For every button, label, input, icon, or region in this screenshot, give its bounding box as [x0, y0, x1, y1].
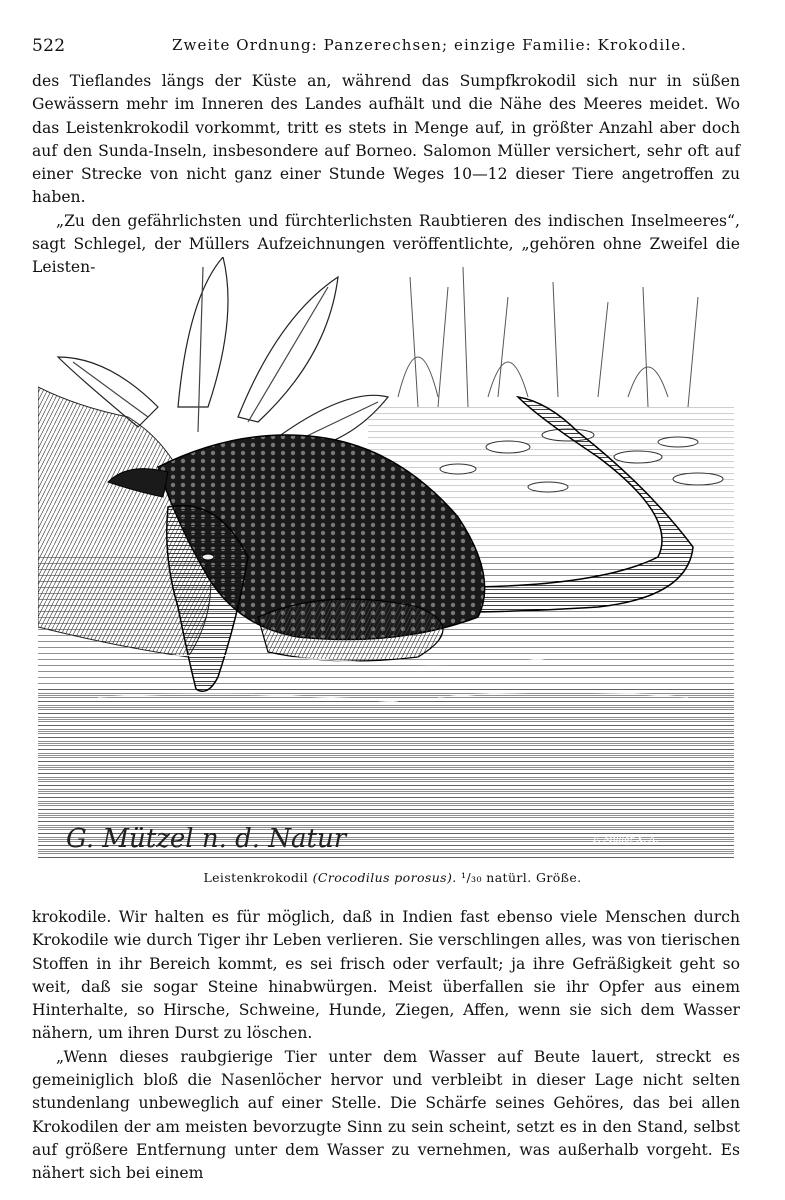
body-text-bottom	[32, 906, 740, 1186]
reeds	[398, 267, 698, 407]
second-crocodile	[258, 599, 443, 661]
engraving	[38, 257, 734, 860]
engraver-signature: F. Muller X. A.	[593, 835, 659, 845]
caption-latin: (Crocodilus porosus).	[312, 870, 457, 885]
figure-caption	[0, 870, 785, 885]
page-header	[32, 36, 747, 58]
caption-scale: ¹/₃₀ natürl. Größe.	[461, 870, 582, 885]
paragraph: „Zu den gefährlichsten und fürchterlichsten Raubtieren des indischen Inselmeeres“, sagt Schlegel, der Müllers Aufzeichnungen veröffentlichte, „gehören ohne Zweifel die Leisten-	[32, 211, 740, 277]
paragraph: krokodile. Wir halten es für möglich, daß in Indien fast ebenso viele Menschen durch Krokodile wie durch Tiger ihr Leben verlieren. Sie verschlingen alles, was von tierischen Stoffen in ihr Bereich kommt, es sei frisch oder verfault; ja ihre Gefräßigkeit geht so weit, daß sie sogar Steine hinabwürgen. Meist überfallen sie ihr Opfer aus einem Hinterhalte, so Hirsche, Schweine, Hunde, Ziegen, Affen, wenn sie sich dem Wasser nähern, um ihren Durst zu löschen.	[32, 908, 740, 1043]
crocodile-illustration	[38, 257, 734, 860]
artist-signature: G. Mützel n. d. Natur	[66, 824, 347, 854]
page-number: 522	[32, 36, 66, 56]
running-head: Zweite Ordnung: Panzerechsen; einzige Familie: Krokodile.	[172, 36, 688, 54]
paragraph: des Tieflandes längs der Küste an, während das Sumpfkrokodil sich nur in süßen Gewässern mehr im Inneren des Landes aufhält und die Nähe des Meeres meidet. Wo das Leistenkrokodil vorkommt, tritt es stets in Menge auf, in größter Anzahl aber doch auf den Sunda-Inseln, insbesondere auf Borneo. Salomon Müller versichert, sehr oft auf einer Strecke von nicht ganz einer Stunde Weges 10—12 dieser Tiere angetroffen zu haben.	[32, 72, 740, 207]
body-text-top	[32, 70, 740, 280]
paragraph: „Wenn dieses raubgierige Tier unter dem Wasser auf Beute lauert, streckt es gemeiniglich bloß die Nasenlöcher hervor und verbleibt in dieser Lage nicht selten stundenlang unbeweglich auf einer Stelle. Die Schärfe seines Gehöres, das bei allen Krokodilen der am meisten bevorzugte Sinn zu sein scheint, setzt es in den Stand, selbst auf größere Entfernung unter dem Wasser zu vernehmen, was außerhalb vorgeht. Es nähert sich bei einem	[32, 1047, 740, 1183]
caption-name: Leistenkrokodil	[203, 870, 309, 885]
crocodile-eye	[202, 554, 214, 560]
